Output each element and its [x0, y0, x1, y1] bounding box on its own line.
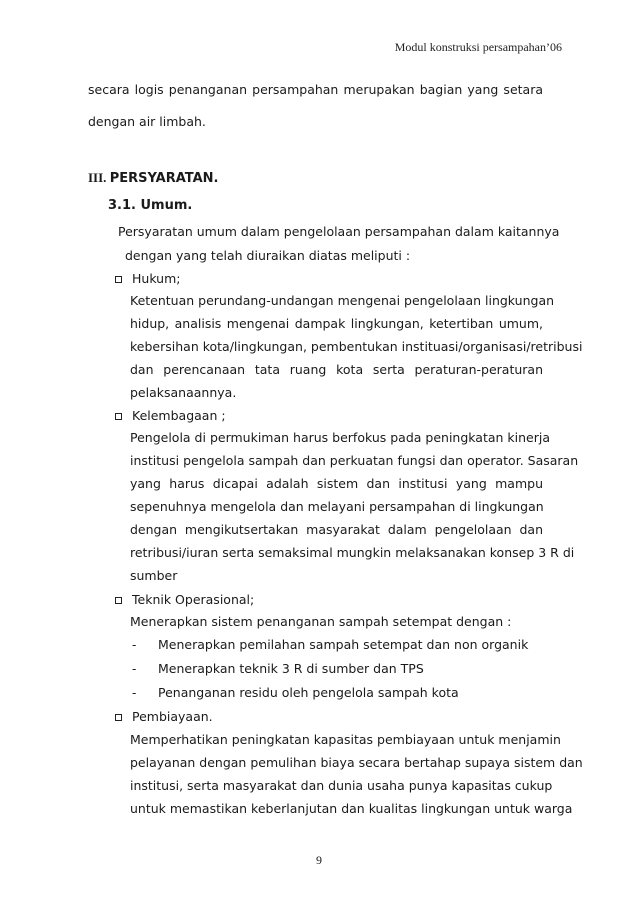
section-title: PERSYARATAN. [109, 171, 219, 186]
dash-marker: - [132, 638, 137, 652]
hukum-line-1: Ketentuan perundang-undangan mengenai pengelolaan lingkungan [130, 293, 555, 308]
kelembagaan-line-4: sepenuhnya mengelola dan melayani persampahan di lingkungan [130, 499, 544, 514]
kelembagaan-line-3: yang harus dicapai adalah sistem dan institusi yang mampu [130, 476, 543, 491]
pembiayaan-line-2: pelayanan dengan pemulihan biaya secara bertahap supaya sistem dan [130, 755, 583, 770]
hukum-line-2: hidup, analisis mengenai dampak lingkungan, ketertiban umum, [130, 316, 543, 331]
kelembagaan-line-6: retribusi/iuran serta semaksimal mungkin melaksanakan konsep 3 R di [130, 545, 575, 560]
teknik-dash-1: Menerapkan pemilahan sampah setempat dan non organik [158, 637, 529, 652]
checkbox-bullet-icon [115, 597, 122, 604]
checkbox-bullet-icon [115, 276, 122, 283]
item-pembiayaan-label: Pembiayaan. [132, 709, 213, 724]
checkbox-bullet-icon [115, 413, 122, 420]
item-kelembagaan-label: Kelembagaan ; [132, 408, 226, 423]
intro-line-1: secara logis penanganan persampahan merupakan bagian yang setara [88, 82, 543, 97]
dash-marker: - [132, 662, 137, 676]
dash-marker: - [132, 686, 137, 700]
header-title: Modul konstruksi persampahan’06 [394, 40, 562, 54]
item-hukum-label: Hukum; [132, 271, 181, 286]
pembiayaan-line-4: untuk memastikan keberlanjutan dan kualitas lingkungan untuk warga [130, 801, 573, 816]
kelembagaan-line-2: institusi pengelola sampah dan perkuatan fungsi dan operator. Sasaran [130, 453, 579, 468]
page-number: 9 [316, 853, 322, 867]
teknik-intro: Menerapkan sistem penanganan sampah setempat dengan : [130, 614, 512, 629]
kelembagaan-line-5: dengan mengikutsertakan masyarakat dalam pengelolaan dan [130, 522, 543, 537]
pembiayaan-line-1: Memperhatikan peningkatan kapasitas pembiayaan untuk menjamin [130, 732, 561, 747]
item-teknik-label: Teknik Operasional; [132, 592, 255, 607]
checkbox-bullet-icon [115, 714, 122, 721]
hukum-line-3: kebersihan kota/lingkungan, pembentukan instituasi/organisasi/retribusi [130, 339, 583, 354]
general-line-2: dengan yang telah diuraikan diatas meliputi : [125, 248, 411, 263]
intro-line-2: dengan air limbah. [88, 114, 206, 129]
section-roman: III. [88, 170, 107, 185]
section-heading [88, 170, 219, 186]
pembiayaan-line-3: institusi, serta masyarakat dan dunia usaha punya kapasitas cukup [130, 778, 553, 793]
hukum-line-4: dan perencanaan tata ruang kota serta peraturan-peraturan [130, 362, 543, 377]
kelembagaan-line-7: sumber [130, 568, 178, 583]
kelembagaan-line-1: Pengelola di permukiman harus berfokus pada peningkatan kinerja [130, 430, 551, 445]
hukum-line-5: pelaksanaannya. [130, 385, 237, 400]
subsection-title: 3.1. Umum. [108, 198, 193, 213]
general-line-1: Persyaratan umum dalam pengelolaan persampahan dalam kaitannya [118, 224, 560, 239]
teknik-dash-3: Penanganan residu oleh pengelola sampah kota [158, 685, 459, 700]
teknik-dash-2: Menerapkan teknik 3 R di sumber dan TPS [158, 661, 424, 676]
